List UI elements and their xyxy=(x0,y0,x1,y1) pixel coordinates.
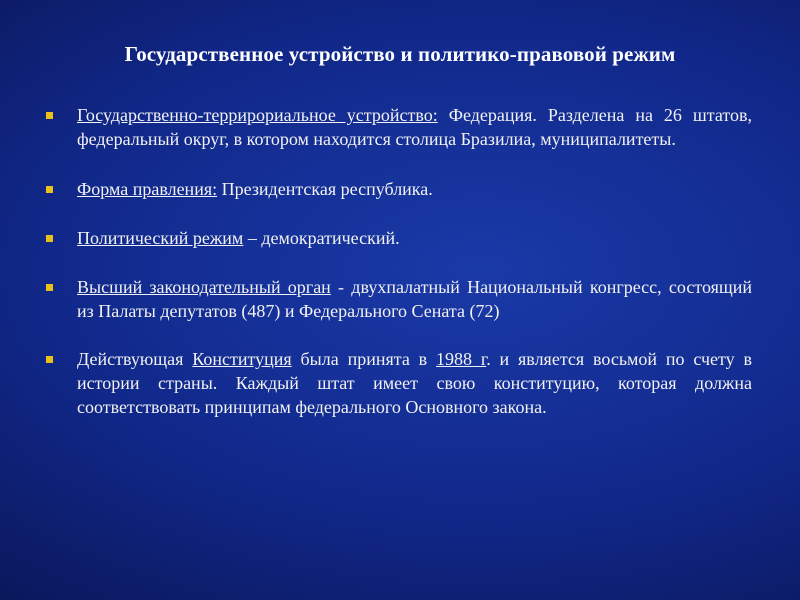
bullet-item xyxy=(40,275,752,323)
bullet-term: Форма правления: xyxy=(77,179,218,199)
bullet-list xyxy=(40,103,752,443)
bullet-text: - двухпалатный Национальный конгресс, состоящий из Палаты депутатов (487) и Федерального Сената (72) xyxy=(77,277,753,321)
year-link[interactable]: 1988 г xyxy=(436,349,487,369)
bullet-term: Высший законодательный орган xyxy=(77,277,331,297)
bullet-text: Президентская республика. xyxy=(217,179,433,199)
bullet-term: Государственно-террирориальное устройство: xyxy=(77,105,438,125)
bullet-item xyxy=(40,226,752,250)
constitution-link[interactable]: Конституция xyxy=(192,349,292,369)
bullet-marker-icon xyxy=(46,284,53,291)
bullet-marker-icon xyxy=(46,356,53,363)
bullet-text: – демократический. xyxy=(243,228,400,248)
bullet-term: Политический режим xyxy=(77,228,244,248)
bullet-item xyxy=(40,177,752,201)
bullet-item xyxy=(40,347,752,419)
bullet-marker-icon xyxy=(46,186,53,193)
bullet-item xyxy=(40,103,752,151)
slide-title: Государственное устройство и политико-правовой режим xyxy=(124,42,676,66)
bullet-marker-icon xyxy=(46,235,53,242)
bullet-marker-icon xyxy=(46,112,53,119)
bullet-text: Федерация. Разделена на 26 штатов, федеральный округ, в котором находится столица Бразилиа, муниципалитеты. xyxy=(77,105,752,149)
bullet-text-pre: Действующая xyxy=(77,349,193,369)
bullet-text-mid: была принята в xyxy=(291,349,437,369)
bullet-text-post: . и является восьмой по счету в истории страны. Каждый штат имеет свою конституцию, которая должна соответствовать принципам федерального Основного закона. xyxy=(77,349,752,417)
